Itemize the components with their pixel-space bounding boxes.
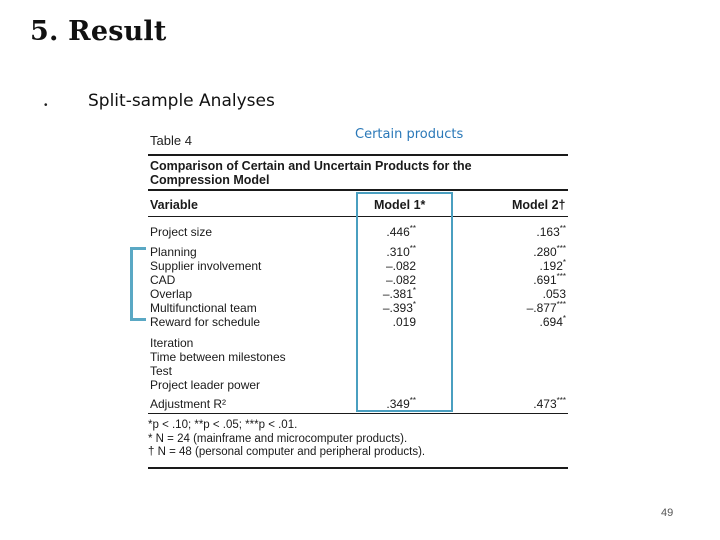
bullet-text: Split-sample Analyses xyxy=(88,91,275,111)
coefficient: .163 xyxy=(536,225,560,239)
significance-marker: ** xyxy=(409,396,416,405)
table-label: Table 4 xyxy=(150,133,192,148)
row-variable: Overlap xyxy=(150,287,193,301)
row-variable: Planning xyxy=(150,245,197,259)
table-notes xyxy=(148,419,425,460)
row-variable: Supplier involvement xyxy=(150,259,262,273)
model-2-value xyxy=(536,225,566,239)
coefficient: –.082 xyxy=(385,259,416,273)
significance-marker: *** xyxy=(556,300,566,309)
row-variable: Reward for schedule xyxy=(150,315,261,329)
coefficient: .019 xyxy=(392,315,416,329)
significance-marker: * xyxy=(412,286,416,295)
coefficient: .473 xyxy=(533,397,557,411)
row-variable: Test xyxy=(150,364,173,378)
table-caption xyxy=(150,159,472,187)
page-number: 49 xyxy=(661,507,674,519)
column-header-model-1: Model 1* xyxy=(374,198,426,212)
significance-marker: *** xyxy=(556,244,566,253)
column-header-variable: Variable xyxy=(150,198,198,212)
coefficient: –.393 xyxy=(382,301,413,315)
highlight-caption: Certain products xyxy=(355,127,464,142)
table-caption-line-1: Comparison of Certain and Uncertain Products for the xyxy=(150,159,472,173)
coefficient: –.082 xyxy=(385,273,416,287)
significance-marker: * xyxy=(562,314,566,323)
coefficient: .446 xyxy=(386,225,410,239)
row-variable: Multifunctional team xyxy=(150,301,257,315)
table-rule-notes xyxy=(148,413,568,414)
variable-group-bracket xyxy=(130,247,146,321)
table-note: *p < .10; **p < .05; ***p < .01. xyxy=(148,419,298,431)
model-2-value xyxy=(527,301,566,315)
significance-marker: *** xyxy=(556,272,566,281)
coefficient: .691 xyxy=(533,273,557,287)
row-variable: Iteration xyxy=(150,336,194,350)
coefficient: .053 xyxy=(542,287,566,301)
model-2-value xyxy=(533,273,566,287)
bullet-marker: • xyxy=(44,100,48,111)
table-rule-caption xyxy=(148,189,568,191)
column-header-model-2: Model 2† xyxy=(512,198,566,212)
model-2-value xyxy=(540,315,566,329)
model-2-value xyxy=(543,287,566,301)
model-2-value xyxy=(533,397,566,411)
model-1-highlight-box xyxy=(356,192,453,412)
table-rule-top xyxy=(148,154,568,156)
coefficient: .349 xyxy=(386,397,410,411)
coefficient: –.877 xyxy=(526,301,557,315)
table-note: * N = 24 (mainframe and microcomputer products). xyxy=(148,432,408,445)
significance-marker: * xyxy=(412,300,416,309)
row-variable: Project size xyxy=(150,225,213,239)
coefficient: –.381 xyxy=(382,287,413,301)
table-rule-bottom xyxy=(148,467,568,469)
row-variable: Project leader power xyxy=(150,378,261,392)
coefficient: .192 xyxy=(539,259,563,273)
significance-marker: ** xyxy=(559,224,566,233)
coefficient: .310 xyxy=(386,245,410,259)
coefficient: .694 xyxy=(539,315,563,329)
table-note: † N = 48 (personal computer and peripheral products). xyxy=(148,446,426,458)
row-variable: Time between milestones xyxy=(150,350,286,364)
significance-marker: *** xyxy=(556,396,566,405)
significance-marker: ** xyxy=(409,224,416,233)
model-2-value xyxy=(540,259,566,273)
table-caption-line-2: Compression Model xyxy=(150,173,270,187)
row-variable: CAD xyxy=(150,273,176,287)
row-variable: Adjustment R² xyxy=(150,397,227,411)
significance-marker: ** xyxy=(409,244,416,253)
significance-marker: * xyxy=(562,258,566,267)
coefficient: .280 xyxy=(533,245,557,259)
model-2-value xyxy=(533,245,566,259)
slide-title: 5. Result xyxy=(30,16,167,47)
